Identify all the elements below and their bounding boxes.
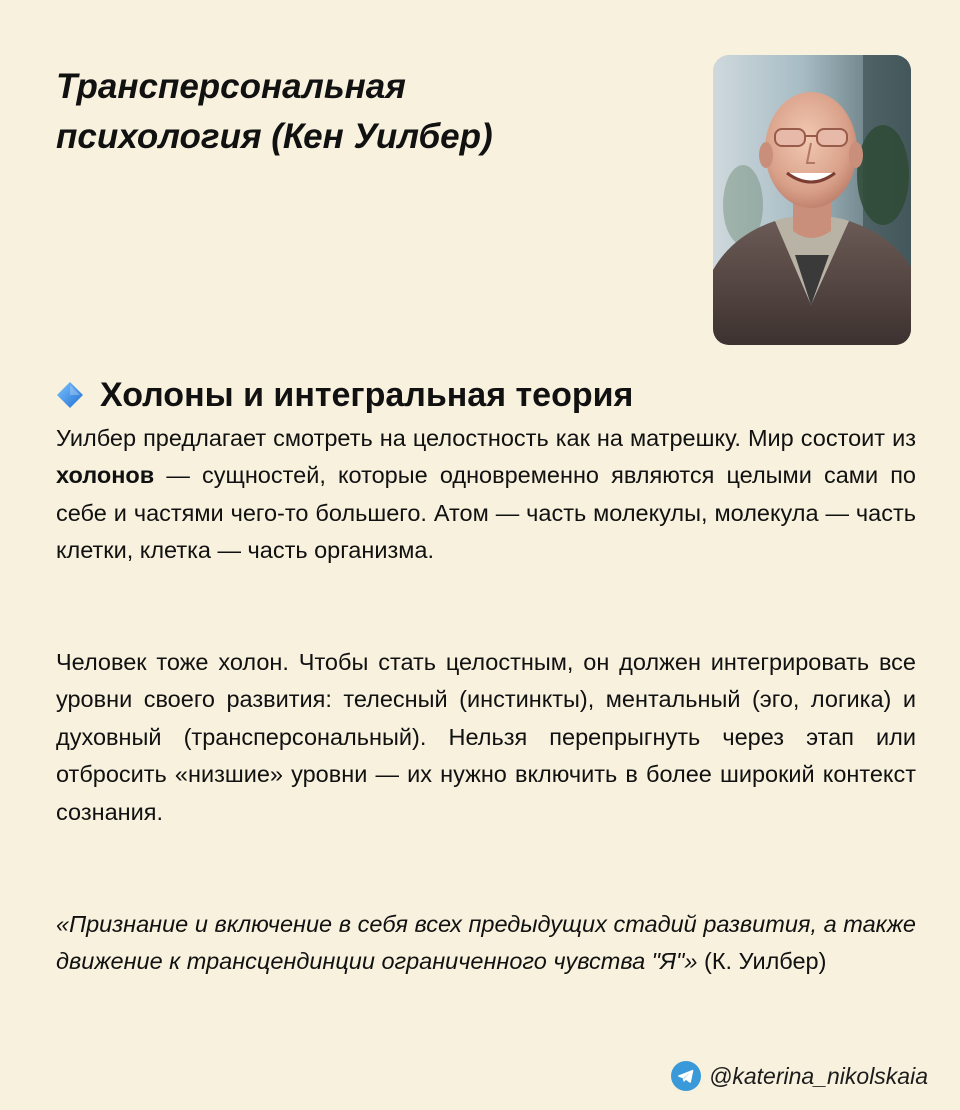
portrait-photo	[713, 55, 911, 345]
section-heading	[56, 372, 633, 418]
author-handle[interactable]	[671, 1059, 928, 1093]
quote-text: «Признание и включение в себя всех предыдущих стадий развития, а также движение к трансцендинции ограниченного чувства "Я"»	[56, 911, 916, 975]
quote-attribution: (К. Уилбер)	[697, 948, 827, 975]
paragraph-holons-part-2: — сущностей, которые одновременно являются целыми сами по себе и частями чего-то большего. Атом — часть молекулы, молекула — часть клетки, клетка — часть организма.	[56, 462, 916, 564]
paragraph-holons	[56, 420, 916, 570]
telegram-handle: @katerina_nikolskaia	[709, 1062, 928, 1089]
page-title-line-2: психология (Кен Уилбер)	[56, 117, 493, 156]
page-title-line-1: Трансперсональная	[56, 67, 406, 106]
blue-diamond-icon	[56, 381, 84, 409]
wilber-quote	[56, 906, 916, 981]
paragraph-holons-bold-term: холонов	[56, 462, 155, 489]
paragraph-human-holon: Человек тоже холон. Чтобы стать целостным, он должен интегрировать все уровни своего развития: телесный (инстинкты), ментальный (эго, логика) и духовный (трансперсональный). Нельзя перепрыгнуть через этап или отбросить «низшие» уровни — их нужно включить в более широкий контекст сознания.	[56, 649, 916, 825]
paragraph-holons-part-1: Уилбер предлагает смотреть на целостность как на матрешку. Мир состоит из	[56, 425, 916, 451]
section-heading-text: Холоны и интегральная теория	[100, 375, 634, 414]
page-title	[56, 62, 656, 162]
telegram-icon	[671, 1061, 701, 1091]
